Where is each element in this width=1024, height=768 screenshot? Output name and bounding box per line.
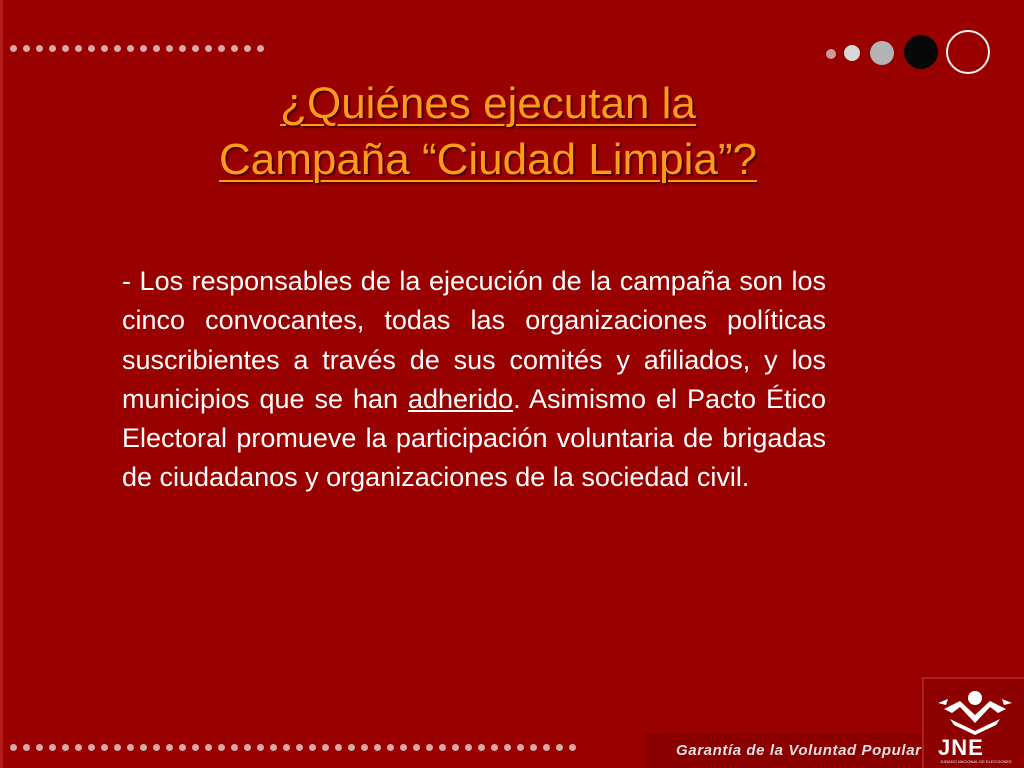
slide-title-line-1[interactable]: ¿Quiénes ejecutan la: [280, 79, 696, 128]
jne-logo-text: JNE: [938, 735, 984, 760]
bottom-dotted-decoration: [10, 744, 625, 752]
body-text-before-link: - Los responsables de la ejecución de la campaña son los cinco convocantes, todas las organizaciones políticas suscribientes a través de sus comités y afiliados, y los municipios que se han: [122, 266, 826, 414]
jne-logo-subtext: JURADO NACIONAL DE ELECCIONES: [940, 759, 1012, 764]
jne-logo: [922, 677, 1024, 768]
body-paragraph: [122, 262, 826, 498]
slide-title[interactable]: [100, 76, 876, 188]
jne-emblem-icon: [924, 679, 1024, 739]
top-dotted-decoration: [10, 45, 280, 53]
adherido-link[interactable]: adherido: [407, 383, 514, 414]
graduated-circles-icon: [826, 30, 996, 78]
left-edge-stripe: [0, 0, 3, 768]
slide-title-line-2[interactable]: Campaña “Ciudad Limpia”?: [218, 135, 758, 184]
body-text-after-link: . Asimismo el Pacto Ético Electoral promueve la participación voluntaria de brigadas de ciudadanos y organizaciones de la sociedad civil.: [122, 383, 826, 493]
footer-tagline: Garantía de la Voluntad Popular: [676, 742, 922, 759]
